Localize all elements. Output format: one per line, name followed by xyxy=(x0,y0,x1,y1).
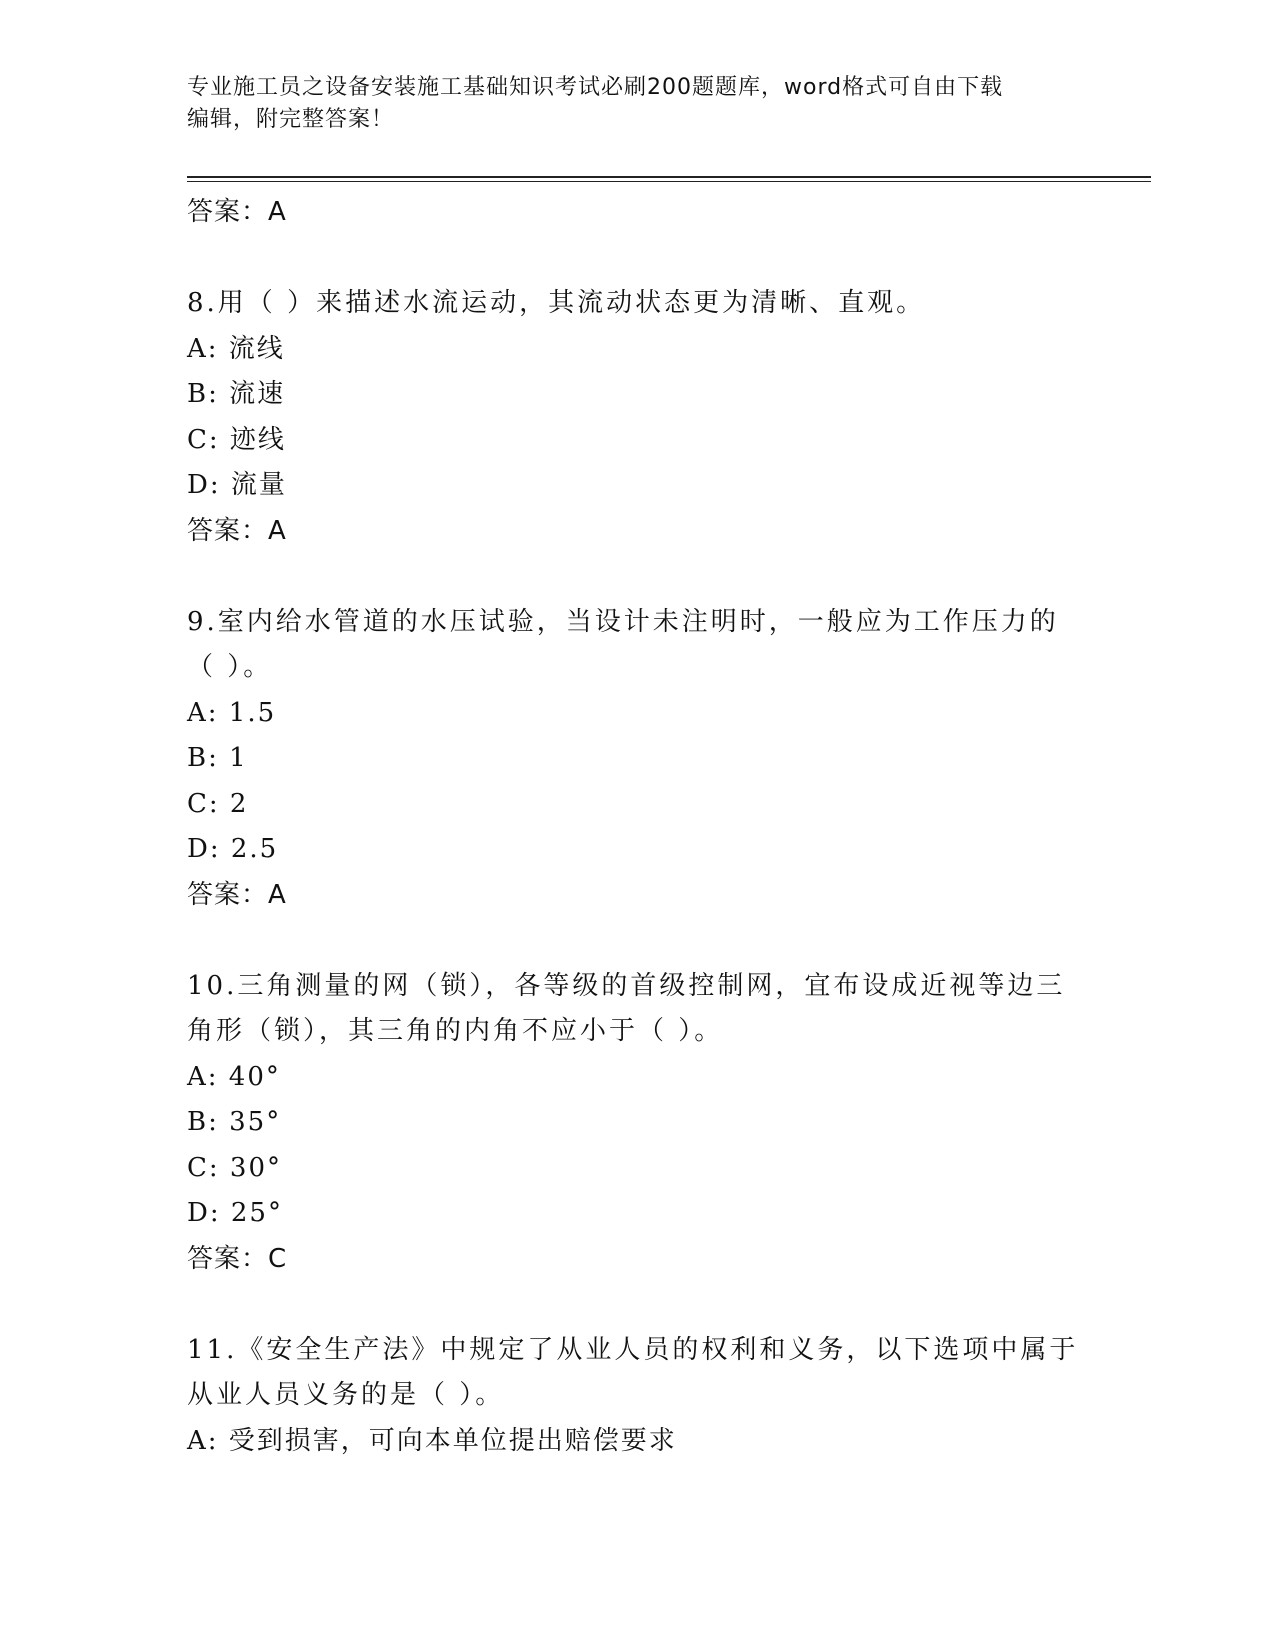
option-a: A: 流线 xyxy=(187,333,285,364)
question-8 xyxy=(187,281,1087,554)
question-text: 11.《安全生产法》中规定了从业人员的权利和义务，以下选项中属于从业人员义务的是（ ）。 xyxy=(187,1334,1079,1410)
spacer xyxy=(187,918,1087,964)
option-d: D: 25° xyxy=(187,1198,283,1228)
question-text: 10.三角测量的网（锁），各等级的首级控制网，宜布设成近视等边三角形（锁），其三角的内角不应小于（ ）。 xyxy=(187,970,1066,1046)
option-a: A: 受到损害，可向本单位提出赔偿要求 xyxy=(187,1425,677,1456)
option-c: C: 2 xyxy=(187,788,249,819)
header-divider-thick xyxy=(187,176,1151,178)
document-header xyxy=(187,72,1067,136)
option-b: B: 35° xyxy=(187,1107,282,1137)
option-c: C: 迹线 xyxy=(187,424,286,455)
option-d: D: 2.5 xyxy=(187,834,279,864)
option-b: B: 流速 xyxy=(187,379,286,409)
question-9 xyxy=(187,600,1087,919)
spacer xyxy=(187,554,1087,600)
previous-answer: 答案：A xyxy=(187,197,287,227)
answer: 答案：C xyxy=(187,1243,288,1274)
header-title-line-2: 编辑，附完整答案！ xyxy=(187,107,395,132)
option-c: C: 30° xyxy=(187,1152,283,1183)
option-a: A: 40° xyxy=(187,1061,281,1092)
question-list xyxy=(187,190,1087,1464)
option-d: D: 流量 xyxy=(187,470,287,500)
answer: 答案：A xyxy=(187,515,287,546)
option-b: B: 1 xyxy=(187,743,248,773)
spacer xyxy=(187,236,1087,282)
header-title-line-1: 专业施工员之设备安装施工基础知识考试必刷200题题库，word格式可自由下载 xyxy=(187,75,1004,100)
question-10 xyxy=(187,964,1087,1283)
answer: 答案：A xyxy=(187,879,287,910)
option-a: A: 1.5 xyxy=(187,697,277,728)
header-divider-thin xyxy=(187,181,1151,182)
spacer xyxy=(187,1282,1087,1328)
question-text: 9.室内给水管道的水压试验，当设计未注明时，一般应为工作压力的（ ）。 xyxy=(187,606,1059,682)
question-text: 8.用（ ）来描述水流运动，其流动状态更为清晰、直观。 xyxy=(187,288,926,318)
question-11 xyxy=(187,1328,1087,1465)
